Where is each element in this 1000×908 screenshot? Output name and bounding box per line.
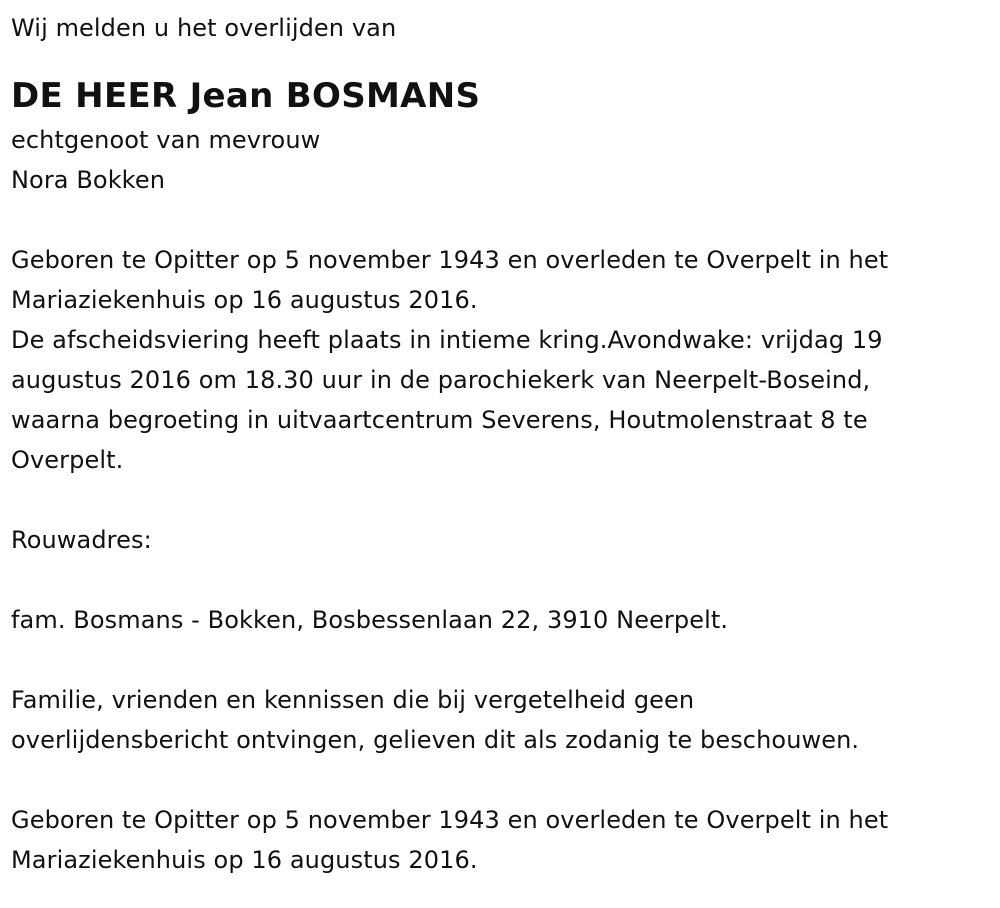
ceremony-line: waarna begroeting in uitvaartcentrum Severens, Houtmolenstraat 8 te bbox=[11, 406, 868, 434]
mourning-address-label: Rouwadres: bbox=[11, 526, 152, 554]
spouse-name: Nora Bokken bbox=[11, 166, 166, 194]
notice-line: overlijdensbericht ontvingen, gelieven dit als zodanig te beschouwen. bbox=[11, 726, 860, 754]
ceremony-line: Overpelt. bbox=[11, 446, 124, 474]
spacer bbox=[11, 200, 1000, 240]
spouse-line: echtgenoot van mevrouw bbox=[11, 126, 321, 154]
spacer bbox=[11, 560, 1000, 600]
ceremony-line: augustus 2016 om 18.30 uur in de parochiekerk van Neerpelt-Boseind, bbox=[11, 366, 871, 394]
spacer bbox=[11, 480, 1000, 520]
birth-death-line: Mariaziekenhuis op 16 augustus 2016. bbox=[11, 286, 478, 314]
spacer bbox=[11, 640, 1000, 680]
birth-death-line: Mariaziekenhuis op 16 augustus 2016. bbox=[11, 846, 478, 874]
deceased-name: DE HEER Jean BOSMANS bbox=[11, 76, 481, 116]
ceremony-line: De afscheidsviering heeft plaats in intieme kring.Avondwake: vrijdag 19 bbox=[11, 326, 883, 354]
birth-death-line: Geboren te Opitter op 5 november 1943 en overleden te Overpelt in het bbox=[11, 806, 889, 834]
mourning-address: fam. Bosmans - Bokken, Bosbessenlaan 22, 3910 Neerpelt. bbox=[11, 606, 729, 634]
intro-text: Wij melden u het overlijden van bbox=[11, 14, 397, 42]
notice-line: Familie, vrienden en kennissen die bij vergetelheid geen bbox=[11, 686, 695, 714]
spacer bbox=[11, 760, 1000, 800]
birth-death-line: Geboren te Opitter op 5 november 1943 en overleden te Overpelt in het bbox=[11, 246, 889, 274]
